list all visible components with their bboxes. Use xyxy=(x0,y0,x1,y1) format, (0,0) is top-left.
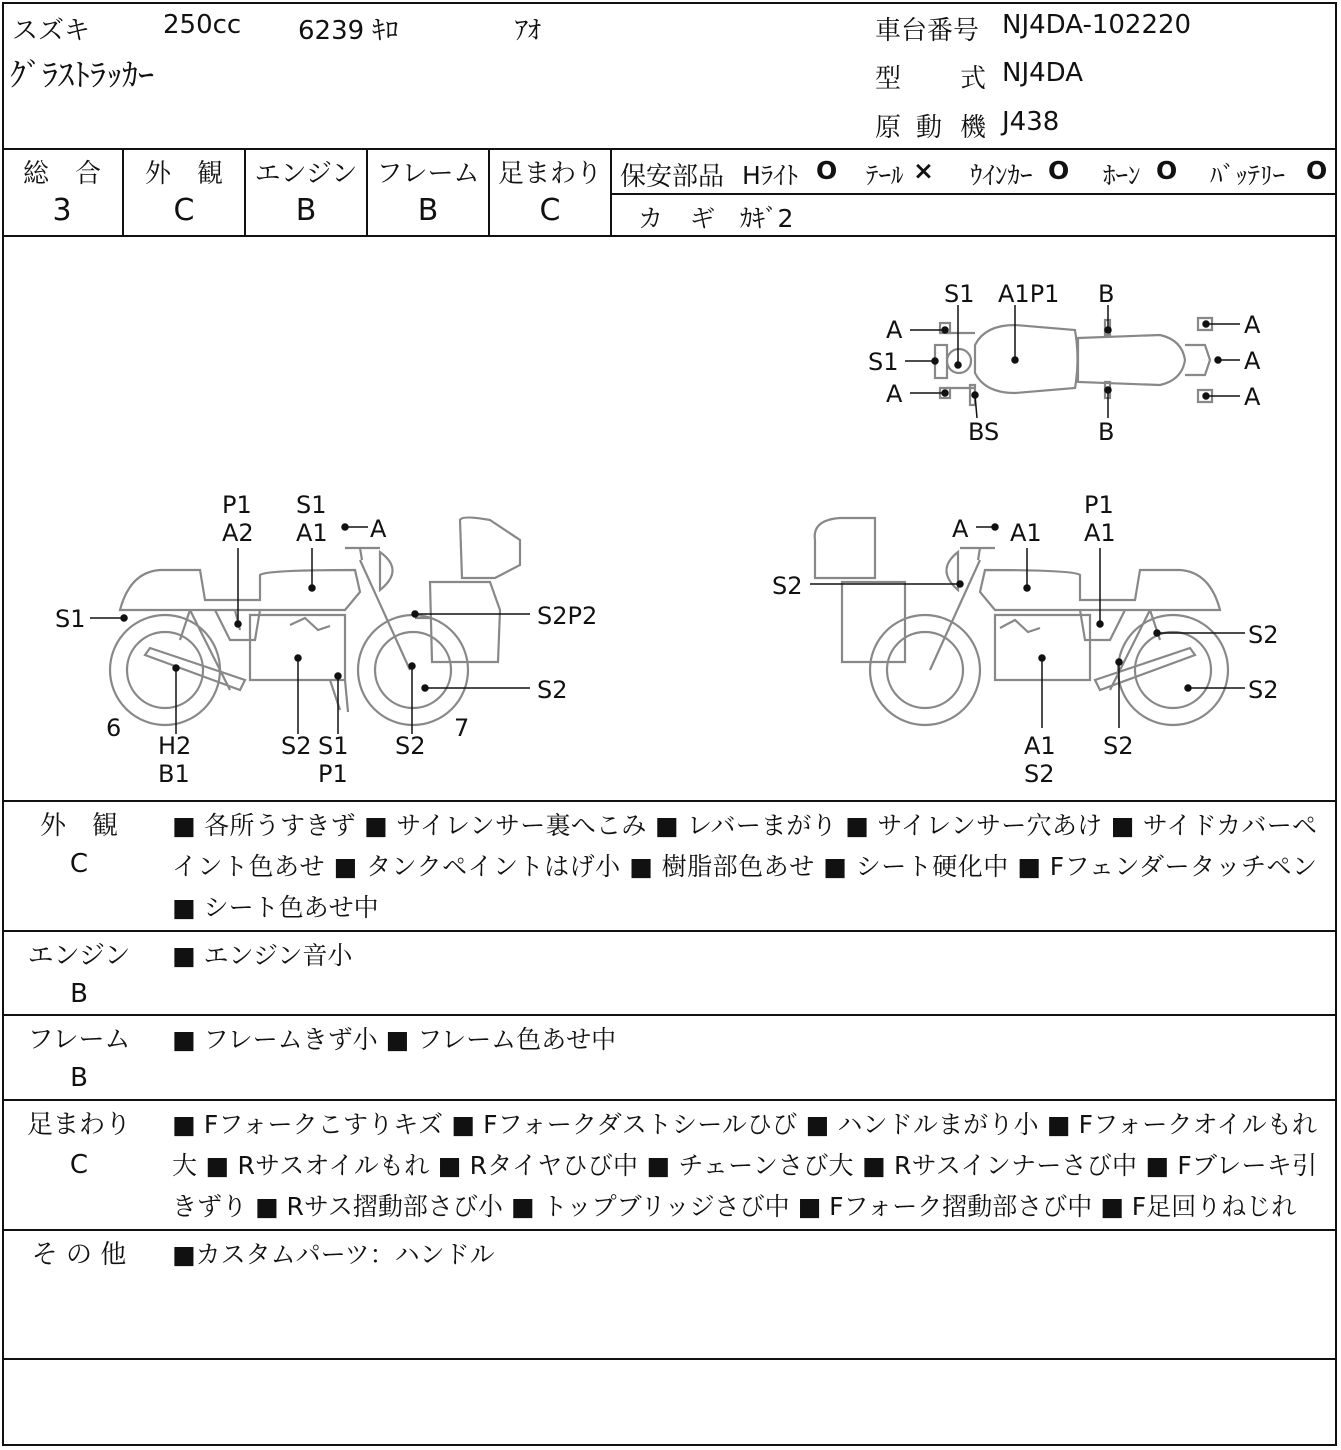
section-other-label: そ の 他 xyxy=(31,1240,127,1270)
winker-mark: O xyxy=(1048,156,1070,185)
headlight-label: Hﾗｲﾄ xyxy=(742,161,799,190)
displacement: 250cc xyxy=(163,10,242,40)
diag-top-label: S1 xyxy=(868,348,899,376)
type-value: NJ4DA xyxy=(1002,58,1084,88)
diag-top-label: A xyxy=(1244,383,1261,411)
diag-right-label: A1 xyxy=(1010,519,1042,547)
grade-exterior-label: 外 観 xyxy=(144,159,223,189)
section-other-text: ■カスタムパーツ：ハンドル xyxy=(172,1240,495,1269)
engine-label-3: 機 xyxy=(960,113,987,143)
diag-right-label: P1 xyxy=(1084,491,1114,519)
diag-right-label: A1 xyxy=(1024,732,1056,760)
battery-mark: O xyxy=(1306,156,1328,185)
diag-top-label: S1 xyxy=(944,280,975,308)
diag-left-label: S1 xyxy=(296,491,327,519)
diag-right-label: A xyxy=(952,515,969,543)
grade-overall-label: 総 合 xyxy=(22,159,101,189)
diag-left-label: S2 xyxy=(395,732,426,760)
key-label-2: ギ xyxy=(690,204,716,233)
diag-top-label: A xyxy=(1244,347,1261,375)
section-exterior-text: ■ 各所うすきず ■ サイレンサー裏へこみ ■ レバーまがり ■ サイレンサー穴あけ ■ サイドカバーペイント色あせ ■ タンクペイントはげ小 ■ 樹脂部色あせ ■ シート硬化中 ■ Fフェンダータッチペン ■ シート色あせ中 xyxy=(172,811,1317,922)
tail-mark: × xyxy=(913,156,934,185)
maker: スズキ xyxy=(12,16,91,46)
section-suspension-grade: C xyxy=(69,1150,89,1180)
grade-overall-value: 3 xyxy=(52,193,72,228)
diag-right-label: S2 xyxy=(1103,732,1134,760)
diag-left-label: P1 xyxy=(318,760,348,788)
grade-frame-label: フレーム xyxy=(376,159,480,189)
section-suspension-text: ■ Fフォークこすりキズ ■ Fフォークダストシールひび ■ ハンドルまがり小 ■ Fフォークオイルもれ大 ■ Rサスオイルもれ ■ Rタイヤひび中 ■ チェーンさび大 ■ Rサスインナーさび中 ■ Fブレーキ引きずり ■ Rサス摺動部さび小 ■ トップブリッジさび中 ■ Fフォーク摺動部さび中 ■ F足回りねじれ xyxy=(172,1110,1317,1221)
diag-left-label: S2 xyxy=(537,676,568,704)
diag-right-label: A1 xyxy=(1084,519,1116,547)
battery-label: ﾊﾞｯﾃﾘｰ xyxy=(1210,161,1286,190)
section-frame-text: ■ フレームきず小 ■ フレーム色あせ中 xyxy=(172,1025,617,1054)
diag-top-label: A1P1 xyxy=(998,280,1060,308)
diag-left-label: H2 xyxy=(158,732,192,760)
model-name: ｸﾞﾗｽﾄﾗｯｶｰ xyxy=(10,56,155,94)
section-frame-grade: B xyxy=(70,1063,88,1093)
section-frame-label: フレーム xyxy=(27,1025,131,1055)
horn-mark: O xyxy=(1156,156,1178,185)
tail-label: ﾃｰﾙ xyxy=(866,161,904,190)
mileage: 6239 ｷﾛ xyxy=(298,16,399,46)
diag-top-label: B xyxy=(1098,418,1115,446)
bike-right-view xyxy=(815,518,1228,725)
diag-top-label: A xyxy=(886,316,903,344)
diag-top-label: B xyxy=(1098,280,1115,308)
engine-label-2: 動 xyxy=(916,113,943,143)
diag-left-label: S2P2 xyxy=(537,602,598,630)
grade-engine-label: エンジン xyxy=(254,159,358,189)
diag-left-label: 6 xyxy=(106,714,122,742)
grade-suspension-label: 足まわり xyxy=(497,159,602,189)
diag-left-label: S2 xyxy=(281,732,312,760)
diag-left-label: A1 xyxy=(296,519,328,547)
bike-left-view xyxy=(110,518,520,726)
diag-right-label: S2 xyxy=(1248,676,1279,704)
grade-exterior-value: C xyxy=(173,193,195,228)
horn-label: ﾎｰﾝ xyxy=(1103,161,1141,190)
diag-left-label: B1 xyxy=(158,760,190,788)
diag-left-label: S1 xyxy=(55,605,86,633)
engine-label-1: 原 xyxy=(875,113,902,143)
section-exterior-label: 外 観 xyxy=(39,811,118,841)
grade-suspension-value: C xyxy=(539,193,561,228)
engine-value: J438 xyxy=(1002,107,1060,137)
type-label-1: 型 xyxy=(875,64,902,94)
safety-label: 保安部品 xyxy=(620,162,725,192)
section-exterior-grade: C xyxy=(69,849,89,879)
section-engine-text: ■ エンジン音小 xyxy=(172,941,353,970)
section-engine-label: エンジン xyxy=(27,941,131,971)
diag-right-label: S2 xyxy=(772,572,803,600)
diag-left-label: A2 xyxy=(222,519,254,547)
body-color: ｱｵ xyxy=(515,16,542,46)
winker-label: ｳｲﾝｶｰ xyxy=(970,161,1033,190)
key-label-1: カ xyxy=(638,204,664,233)
key-value: ｶｷﾞ2 xyxy=(740,204,794,233)
diag-top-label: A xyxy=(1244,311,1261,339)
frame-no: NJ4DA-102220 xyxy=(1002,10,1192,40)
diag-left-label: P1 xyxy=(222,491,252,519)
diag-left-label: S1 xyxy=(318,732,349,760)
type-label-2: 式 xyxy=(960,64,987,94)
headlight-mark: O xyxy=(816,156,838,185)
diag-left-label: A xyxy=(370,515,387,543)
diag-right-label: S2 xyxy=(1248,621,1279,649)
diag-left-label: 7 xyxy=(454,714,470,742)
section-engine-grade: B xyxy=(70,979,88,1009)
diag-top-label: A xyxy=(886,380,903,408)
section-suspension-label: 足まわり xyxy=(26,1110,131,1140)
grade-engine-value: B xyxy=(295,193,317,228)
grade-frame-value: B xyxy=(417,193,439,228)
diag-right-label: S2 xyxy=(1024,760,1055,788)
frame-no-label: 車台番号 xyxy=(875,16,980,46)
diag-top-label: BS xyxy=(968,418,1000,446)
